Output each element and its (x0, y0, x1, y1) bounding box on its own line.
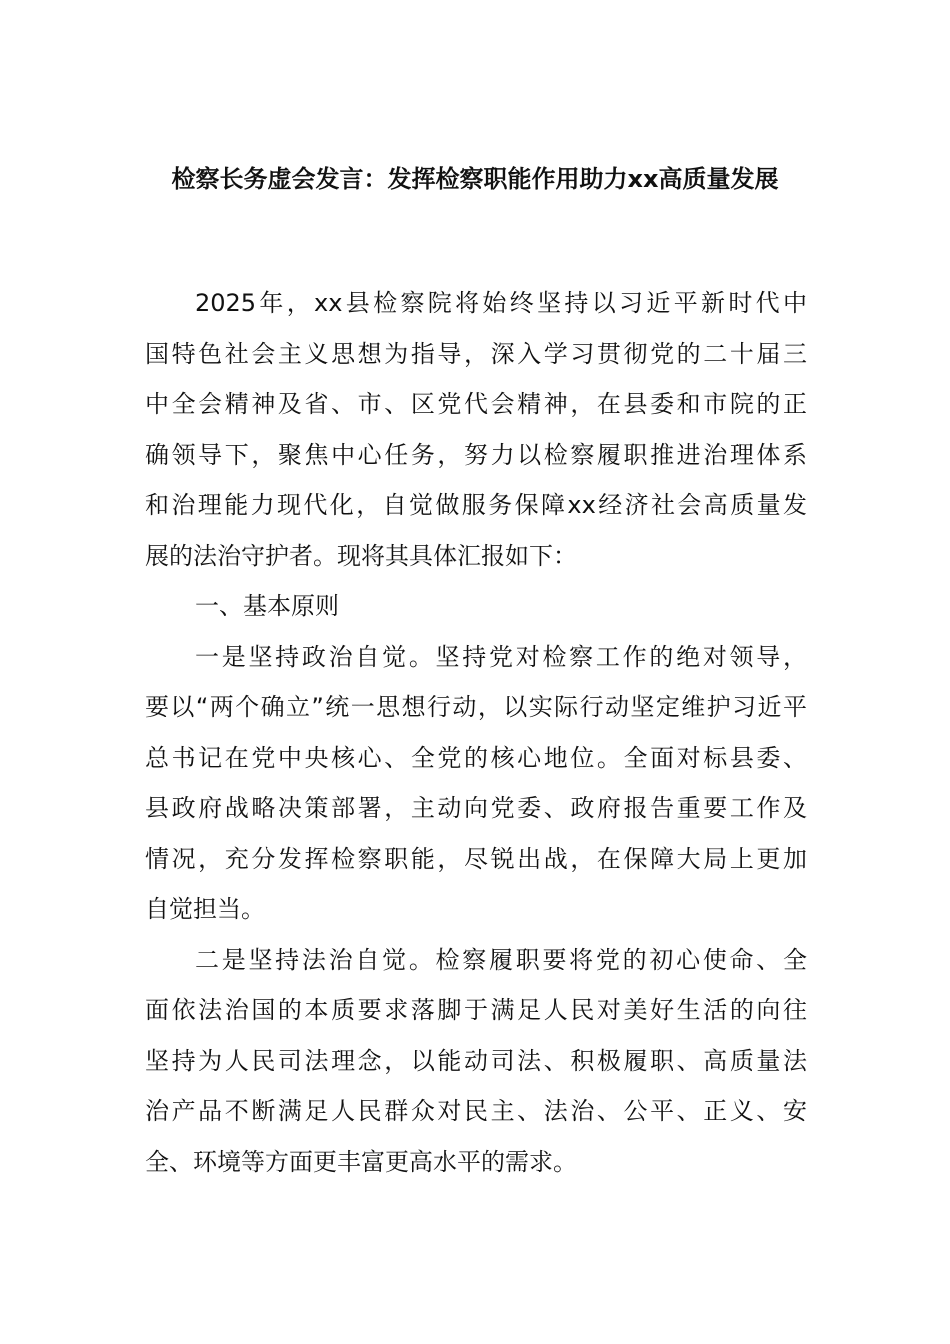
paragraph-1-line-5: 和治理能力现代化，自觉做服务保障xx经济社会高质量发 (145, 491, 807, 519)
paragraph-3-line-5: 全、环境等方面更丰富更高水平的需求。 (145, 1147, 577, 1176)
paragraph-1-line-3: 中全会精神及省、市、区党代会精神，在县委和市院的正 (145, 390, 807, 418)
document-title: 检察长务虚会发言：发挥检察职能作用助力xx高质量发展 (171, 165, 779, 193)
paragraph-2-line-4: 县政府战略决策部署，主动向党委、政府报告重要工作及 (145, 794, 807, 822)
paragraph-2-line-1: 一是坚持政治自觉。坚持党对检察工作的绝对领导， (195, 642, 807, 671)
paragraph-3-line-2: 面依法治国的本质要求落脚于满足人民对美好生活的向往 (145, 996, 807, 1024)
paragraph-2-line-2: 要以“两个确立”统一思想行动，以实际行动坚定维护习近平 (145, 693, 807, 721)
paragraph-3-line-4: 治产品不断满足人民群众对民主、法治、公平、正义、安 (145, 1097, 807, 1125)
paragraph-1-line-4: 确领导下，聚焦中心任务，努力以检察履职推进治理体系 (145, 440, 807, 469)
paragraph-1-line-2: 国特色社会主义思想为指导，深入学习贯彻党的二十届三 (145, 339, 807, 368)
section-heading-basic-principles: 一、基本原则 (195, 592, 339, 620)
paragraph-2-line-6: 自觉担当。 (145, 895, 265, 923)
paragraph-2-line-5: 情况，充分发挥检察职能，尽锐出战，在保障大局上更加 (145, 844, 807, 873)
document-body (145, 278, 807, 1187)
paragraph-1-line-1: 2025年，xx县检察院将始终坚持以习近平新时代中 (195, 289, 807, 317)
paragraph-1-line-6: 展的法治守护者。现将其具体汇报如下： (145, 541, 577, 570)
paragraph-3-line-3: 坚持为人民司法理念，以能动司法、积极履职、高质量法 (145, 1046, 807, 1075)
paragraph-3-line-1: 二是坚持法治自觉。检察履职要将党的初心使命、全 (195, 945, 807, 974)
paragraph-2-line-3: 总书记在党中央核心、全党的核心地位。全面对标县委、 (145, 743, 807, 772)
